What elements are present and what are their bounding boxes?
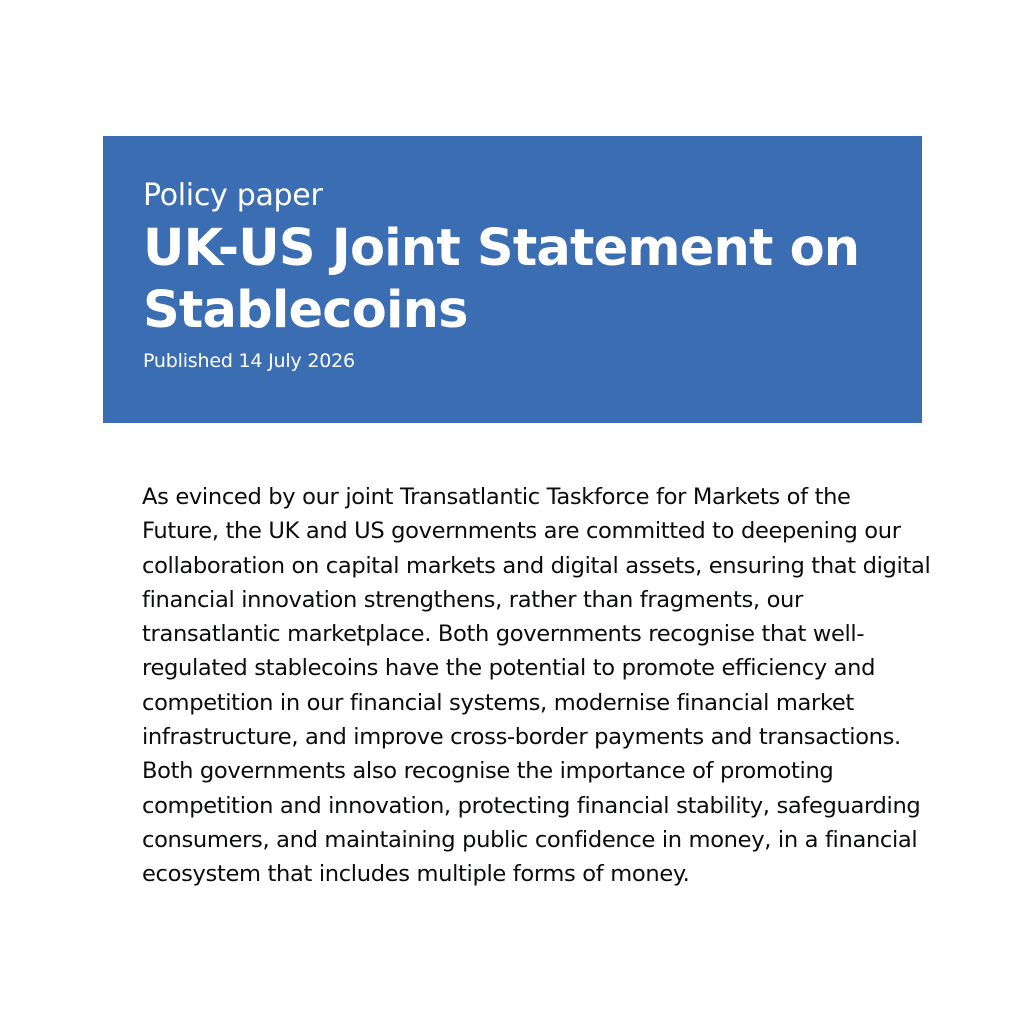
- page-title: UK-US Joint Statement on Stablecoins: [143, 219, 860, 340]
- document-type: Policy paper: [143, 178, 323, 213]
- title-banner: [103, 136, 922, 423]
- published-date: Published 14 July 2026: [143, 350, 355, 372]
- body-paragraph: As evinced by our joint Transatlantic Taskforce for Markets of the Future, the UK and US governments are committed to deepening our collaboration on capital markets and digital assets, ensuring that digital financial innovation strengthens, rather than fragments, our transatlantic marketplace. Both governments recognise that well-regulated stablecoins have the potential to promote efficiency and competition in our financial systems, modernise financial market infrastructure, and improve cross-border payments and transactions. Both governments also recognise the importance of promoting competition and innovation, protecting financial stability, safeguarding consumers, and maintaining public confidence in money, in a financial ecosystem that includes multiple forms of money.: [142, 484, 931, 888]
